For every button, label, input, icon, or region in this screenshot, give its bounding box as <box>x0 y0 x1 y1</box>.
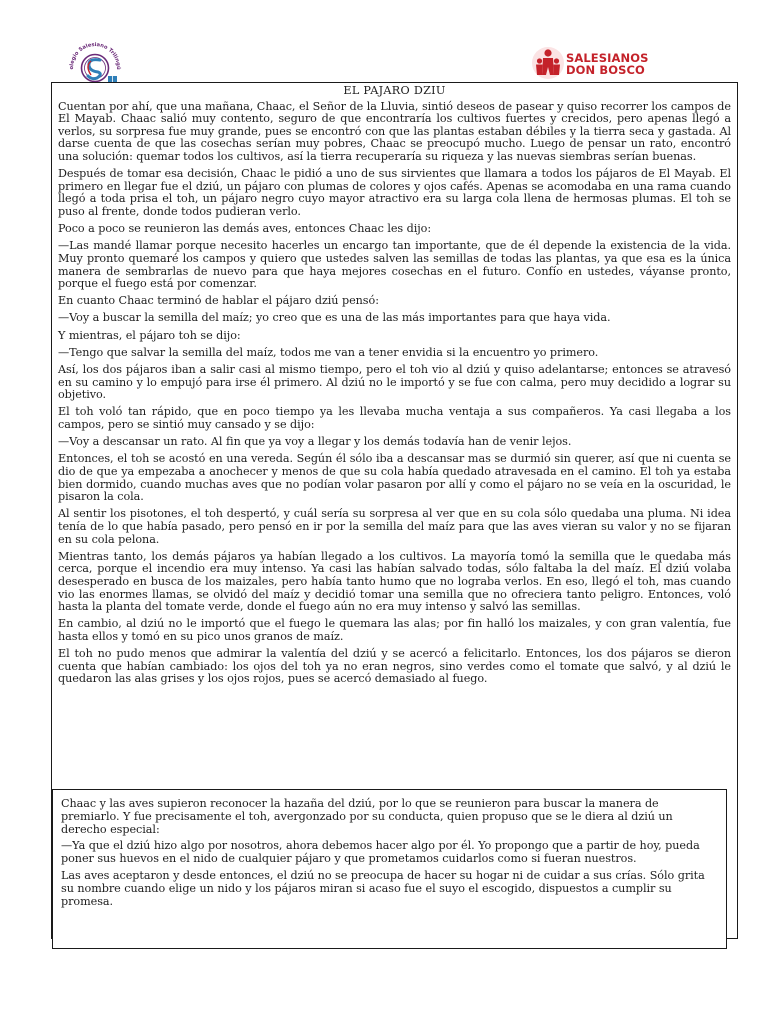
story-paragraph: En cuanto Chaac terminó de hablar el pájaro dziú pensó: <box>58 294 379 308</box>
story-paragraph: Después de tomar esa decisión, Chaac le pidió a uno de sus sirvientes que llamara a todos los pájaros de El Mayab. El primero en llegar fue el dziú, un pájaro con plumas de colores y ojos cafés. Apenas se acomodaba en una rama cuando llegó a toda prisa el toh, un pájaro negro cuyo mayor atractivo era su larga cola llena de hermosas plumas. El toh se puso al frente, donde todos pudieran verlo. <box>58 167 731 218</box>
logo-text-salesianos: SALESIANOS <box>566 51 649 65</box>
story-paragraph: Mientras tanto, los demás pájaros ya habían llegado a los cultivos. La mayoría tomó la semilla que le quedaba más cerca, porque el incendio era muy intenso. Ya casi las habían salvado todas, sólo faltaba la del maíz. El dziú volaba desesperado en busca de los maizales, pero había tanto humo que no lograba verlos. En eso, llegó el toh, mas cuando vio las enormes llamas, se olvidó del maíz y decidió tomar una semilla que no ofreciera tanto peligro. Entonces, voló hasta la planta del tomate verde, donde el fuego aún no era muy intenso y salvó las semillas. <box>58 549 731 614</box>
ending-paragraph: Las aves aceptaron y desde entonces, el dziú no se preocupa de hacer su hogar ni de cuidar a sus crías. Sólo grita su nombre cuando elige un nido y los pájaros miran si acaso fue el suyo el escogido, dispuestos a cumplir su promesa. <box>61 868 705 908</box>
story-paragraph: Poco a poco se reunieron las demás aves, entonces Chaac les dijo: <box>58 222 432 236</box>
story-title: EL PAJARO DZIU <box>343 84 446 97</box>
salesianos-don-bosco-logo <box>531 46 681 82</box>
story-paragraph: Y mientras, el pájaro toh se dijo: <box>58 328 241 342</box>
salesianos-figures-icon <box>531 46 565 80</box>
school-seal-logo <box>64 36 126 86</box>
story-paragraph: —Las mandé llamar porque necesito hacerles un encargo tan importante, que de él depende la existencia de la vida. Muy pronto quemaré los campos y quiero que ustedes salven las semillas de todas las plantas, ya que esa es la única manera de sembrarlas de nuevo para que haya mejores cosechas en el futuro. Confío en ustedes, váyanse pronto, porque el fuego está por comenzar. <box>58 239 731 291</box>
school-seal-icon <box>64 36 126 86</box>
story-ending-body <box>61 798 718 908</box>
story-paragraph: Al sentir los pisotones, el toh despertó, y cuál sería su sorpresa al ver que en su cola sólo quedaba una pluma. Ni idea tenía de lo que había pasado, pero pensó en ir por la semilla del maíz para que las aves vieran su valor y no se fijaran en su cola pelona. <box>58 507 731 546</box>
story-body <box>58 85 731 690</box>
logo-text-don-bosco: DON BOSCO <box>566 63 645 77</box>
story-paragraph: El toh voló tan rápido, que en poco tiempo ya les llevaba mucha ventaja a sus compañeros. Ya casi llegaba a los campos, pero se sintió muy cansado y se dijo: <box>58 405 731 431</box>
ending-paragraph: —Ya que el dziú hizo algo por nosotros, ahora debemos hacer algo por él. Yo propongo que a partir de hoy, pueda poner sus huevos en el nido de cualquier pájaro y que prometamos cuidarlos como si fueran nuestros. <box>61 839 700 866</box>
story-paragraph: Así, los dos pájaros iban a salir casi al mismo tiempo, pero el toh vio al dziú y quiso adelantarse; entonces se atravesó en su camino y lo empujó para irse él primero. Al dziú no le importó y se fue con calma, pero muy decidido a lograr su objetivo. <box>58 363 731 402</box>
story-paragraph: —Tengo que salvar la semilla del maíz, todos me van a tener envidia si la encuentro yo primero. <box>58 345 599 359</box>
story-paragraph: —Voy a buscar la semilla del maíz; yo creo que es una de las más importantes para que haya vida. <box>58 311 611 325</box>
story-ending-box <box>52 789 727 949</box>
story-paragraph: Entonces, el toh se acostó en una vereda. Según él sólo iba a descansar mas se durmió sin querer, así que ni cuenta se dio de que ya empezaba a anochecer y menos de que su cola había quedado atravesada en el camino. El toh ya estaba bien dormido, cuando muchas aves que no podían volar pasaron por allí y como el pájaro no se veía en la oscuridad, le pisaron la cola. <box>58 452 731 504</box>
school-seal-text: olegio Salesiano Trilingü <box>68 41 122 70</box>
ending-paragraph: Chaac y las aves supieron reconocer la hazaña del dziú, por lo que se reunieron para buscar la manera de premiarlo. Y fue precisamente el toh, avergonzado por su conducta, quien propuso que se le diera al dziú un derecho especial: <box>61 797 673 836</box>
story-paragraph: El toh no pudo menos que admirar la valentía del dziú y se acercó a felicitarlo. Entonces, los dos pájaros se dieron cuenta que habían cambiado: los ojos del toh ya no eran negros, sino verdes como el tomate que salvó, y al dziú le quedaron las alas grises y los ojos rojos, pues se acercó demasiado al fuego. <box>58 647 731 686</box>
story-paragraph: Cuentan por ahí, que una mañana, Chaac, el Señor de la Lluvia, sintió deseos de pasear y quiso recorrer los campos de El Mayab. Chaac salió muy contento, seguro de que encontraría los cultivos fuertes y crecidos, pero apenas llegó a verlos, su sorpresa fue muy grande, pues se encontró con que las plantas estaban débiles y la tierra seca y gastada. Al darse cuenta de que las cosechas serían muy pobres, Chaac se preocupó mucho. Luego de pensar un rato, encontró una solución: quemar todos los cultivos, así la tierra recuperaría su riqueza y las nuevas siembras serían buenas. <box>58 99 731 163</box>
frame-gap <box>52 776 737 789</box>
svg-text:Colegio Salesiano Trilingüe <box>64 36 121 70</box>
story-paragraph: En cambio, al dziú no le importó que el fuego le quemara las alas; por fin halló los maizales, y con gran valentía, fue hasta ellos y tomó en su pico unos granos de maíz. <box>58 617 731 643</box>
page-header <box>0 0 768 90</box>
story-paragraph: —Voy a descansar un rato. Al fin que ya voy a llegar y los demás todavía han de venir lejos. <box>58 435 572 449</box>
